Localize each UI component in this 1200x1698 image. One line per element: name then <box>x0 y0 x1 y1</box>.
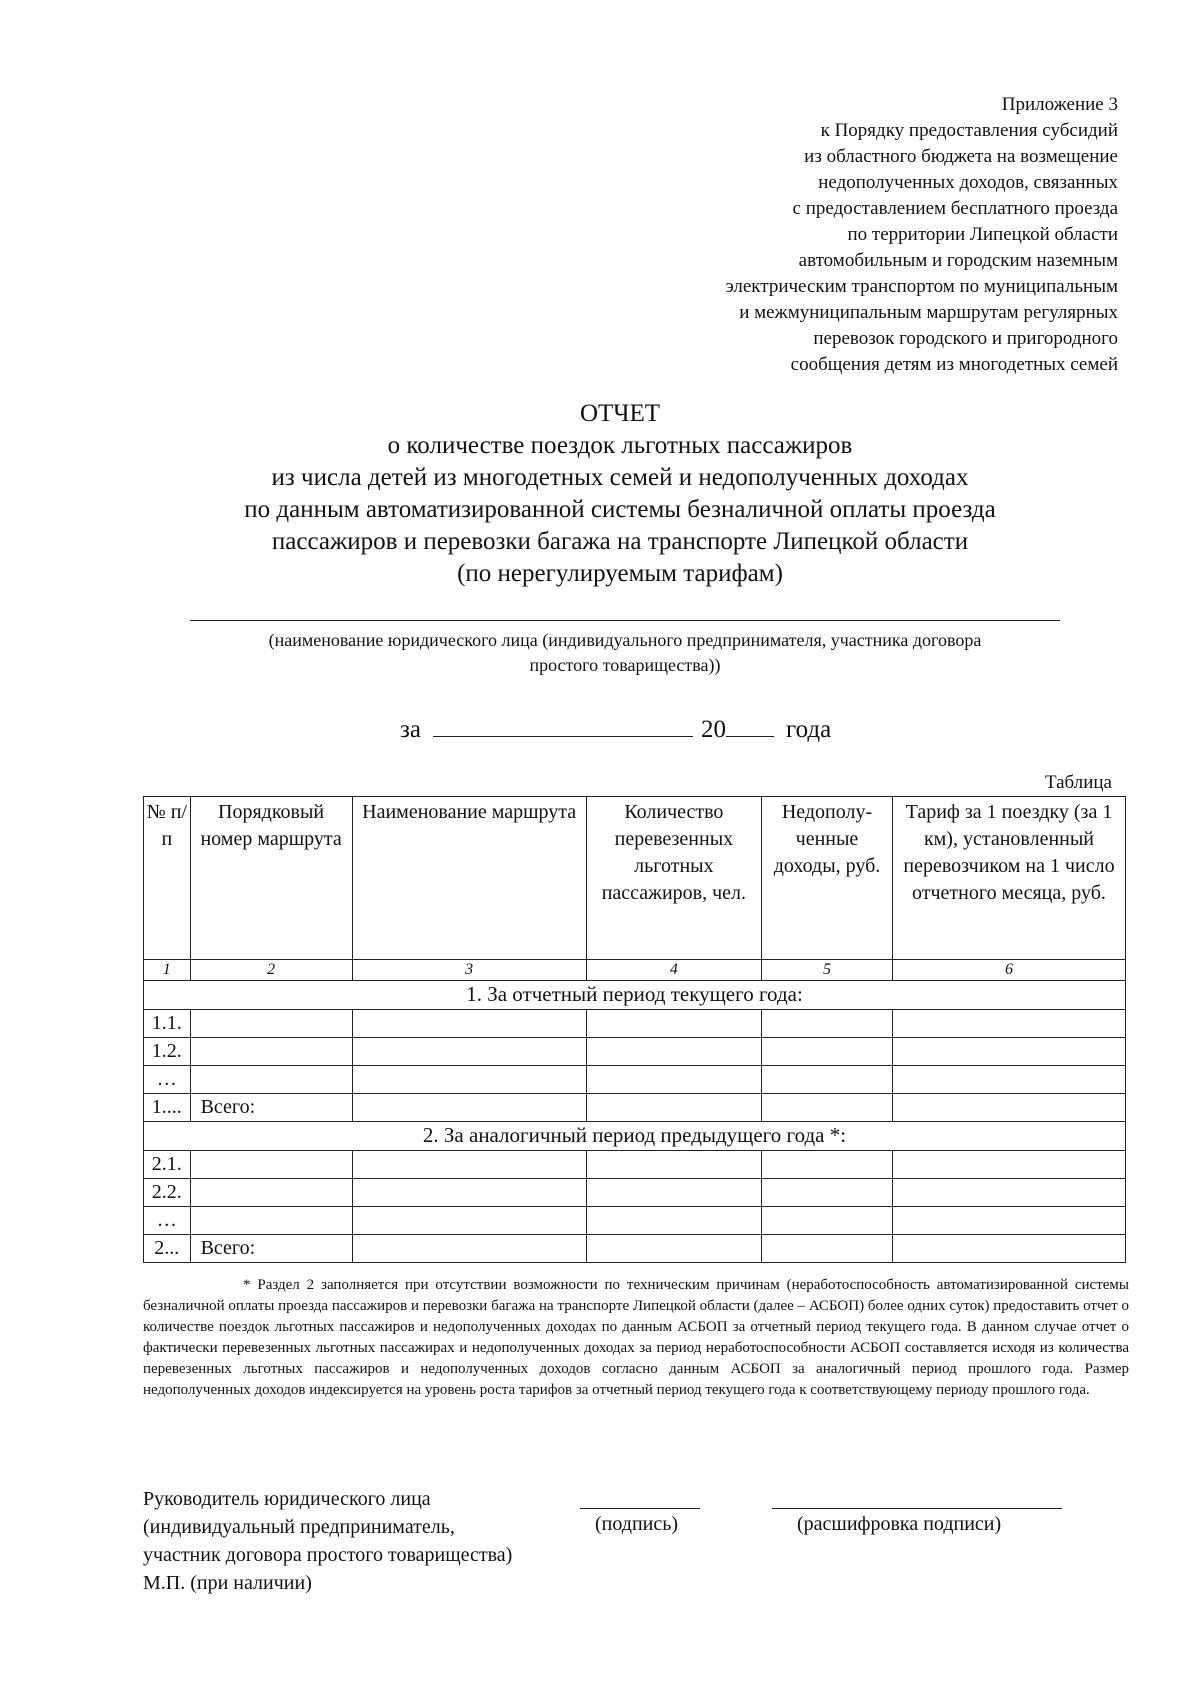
title-line: пассажиров и перевозки багажа на транспорте Липецкой области <box>271 528 969 555</box>
org-name-field[interactable] <box>190 620 1060 621</box>
row-number: 2.2. <box>144 1179 191 1207</box>
table-cell[interactable] <box>190 1179 352 1207</box>
table-row <box>144 1094 1126 1122</box>
table-cell[interactable] <box>762 1094 893 1122</box>
table-cell[interactable] <box>190 1207 352 1235</box>
table-cell[interactable] <box>586 1235 761 1263</box>
table-cell[interactable] <box>892 1235 1125 1263</box>
table-cell[interactable] <box>586 1094 761 1122</box>
row-number: 2... <box>144 1235 191 1263</box>
column-number: 3 <box>352 960 586 981</box>
table-cell[interactable] <box>586 1151 761 1179</box>
table-cell[interactable] <box>352 1207 586 1235</box>
table-cell[interactable] <box>190 1010 352 1038</box>
table-row <box>144 1010 1126 1038</box>
row-number: … <box>144 1066 191 1094</box>
column-number: 5 <box>762 960 893 981</box>
table-cell[interactable] <box>762 1151 893 1179</box>
title-line: о количестве поездок льготных пассажиров <box>387 432 853 459</box>
org-caption-line: (наименование юридического лица (индивидуального предпринимателя, участника договора <box>268 630 982 650</box>
appendix-line: электрическим транспортом по муниципальным <box>725 276 1118 297</box>
signatory-line: участник договора простого товарищества) <box>143 1544 513 1566</box>
section-row <box>144 1122 1126 1151</box>
signature-decode-field[interactable] <box>772 1508 1062 1509</box>
table-cell[interactable] <box>352 1066 586 1094</box>
table-cell[interactable] <box>762 1235 893 1263</box>
table-cell[interactable] <box>352 1151 586 1179</box>
appendix-line: из областного бюджета на возмещение <box>804 146 1118 167</box>
title-line: (по нерегулируемым тарифам) <box>457 560 783 587</box>
period-prefix: за <box>400 716 421 743</box>
table-cell[interactable] <box>352 1094 586 1122</box>
signature-decode-caption: (расшифровка подписи) <box>797 1513 1002 1535</box>
title-line: по данным автоматизированной системы безналичной оплаты проезда <box>244 496 996 523</box>
header-cell: Наименование маршрута <box>352 797 586 960</box>
period-year-field[interactable] <box>726 712 774 737</box>
table-cell[interactable] <box>352 1179 586 1207</box>
table-cell[interactable] <box>762 1179 893 1207</box>
table-cell[interactable] <box>892 1010 1125 1038</box>
table-cell[interactable] <box>586 1207 761 1235</box>
table-cell[interactable] <box>586 1179 761 1207</box>
table-cell[interactable] <box>892 1151 1125 1179</box>
header-cell: Тариф за 1 поездку (за 1 км), установленный перевозчиком на 1 число отчетного месяца, руб. <box>892 797 1125 960</box>
signatory-line: Руководитель юридического лица <box>143 1488 431 1510</box>
table-cell[interactable] <box>892 1207 1125 1235</box>
table-row <box>144 1038 1126 1066</box>
signatory-line: (индивидуальный предприниматель, <box>143 1516 455 1538</box>
column-number-row <box>144 960 1126 981</box>
appendix-line: с предоставлением бесплатного проезда <box>792 198 1118 219</box>
period-suffix: года <box>785 716 832 743</box>
appendix-line: сообщения детям из многодетных семей <box>790 354 1118 375</box>
period-year-prefix: 20 <box>700 716 726 743</box>
report-title <box>130 398 1110 590</box>
table-cell[interactable] <box>892 1179 1125 1207</box>
row-number: 2.1. <box>144 1151 191 1179</box>
table-row <box>144 1179 1126 1207</box>
appendix-line: по территории Липецкой области <box>847 224 1118 245</box>
table-cell[interactable] <box>762 1038 893 1066</box>
table-header-row <box>144 797 1126 960</box>
header-cell: Порядковый номер маршрута <box>190 797 352 960</box>
table-cell[interactable] <box>190 1066 352 1094</box>
table-cell[interactable] <box>892 1066 1125 1094</box>
column-number: 1 <box>144 960 191 981</box>
table-cell[interactable] <box>352 1235 586 1263</box>
table-label: Таблица <box>1044 772 1112 793</box>
table-cell[interactable] <box>352 1010 586 1038</box>
table-cell[interactable] <box>762 1207 893 1235</box>
table-cell[interactable] <box>190 1151 352 1179</box>
report-table <box>143 796 1126 1263</box>
table-cell[interactable] <box>190 1038 352 1066</box>
table-cell[interactable] <box>762 1066 893 1094</box>
appendix-line: недополученных доходов, связанных <box>818 172 1118 193</box>
signature-caption: (подпись) <box>595 1513 679 1535</box>
header-cell: Количество перевезенных льготных пассажиров, чел. <box>586 797 761 960</box>
row-number: 1.2. <box>144 1038 191 1066</box>
appendix-line: автомобильным и городским наземным <box>798 250 1118 271</box>
header-cell: Недополу-ченные доходы, руб. <box>762 797 893 960</box>
header-cell: № п/п <box>144 797 191 960</box>
table-cell[interactable] <box>892 1038 1125 1066</box>
table-cell[interactable] <box>892 1094 1125 1122</box>
appendix-line: и межмуниципальным маршрутам регулярных <box>739 302 1118 323</box>
table-cell[interactable] <box>352 1038 586 1066</box>
appendix-line: перевозок городского и пригородного <box>813 328 1118 349</box>
period-month-field[interactable] <box>433 712 693 737</box>
period-line <box>400 712 900 746</box>
section-title: 1. За отчетный период текущего года: <box>144 981 1126 1010</box>
table-cell[interactable] <box>586 1038 761 1066</box>
total-label: Всего: <box>190 1235 352 1263</box>
table-row <box>144 1207 1126 1235</box>
table-cell[interactable] <box>762 1010 893 1038</box>
signatory-block <box>143 1485 663 1597</box>
column-number: 6 <box>892 960 1125 981</box>
appendix-line: к Порядку предоставления субсидий <box>820 120 1118 141</box>
appendix-line: Приложение 3 <box>1001 94 1118 115</box>
section-title: 2. За аналогичный период предыдущего года *: <box>144 1122 1126 1151</box>
title-heading: ОТЧЕТ <box>579 400 661 427</box>
table-cell[interactable] <box>586 1066 761 1094</box>
appendix-header <box>558 92 1118 378</box>
column-number: 2 <box>190 960 352 981</box>
column-number: 4 <box>586 960 761 981</box>
total-label: Всего: <box>190 1094 352 1122</box>
signature-field[interactable] <box>580 1508 700 1509</box>
table-cell[interactable] <box>586 1010 761 1038</box>
table-row <box>144 1066 1126 1094</box>
section-row <box>144 981 1126 1010</box>
org-caption-line: простого товарищества)) <box>529 655 721 675</box>
row-number: … <box>144 1207 191 1235</box>
row-number: 1.... <box>144 1094 191 1122</box>
row-number: 1.1. <box>144 1010 191 1038</box>
title-line: из числа детей из многодетных семей и недополученных доходах <box>271 464 969 491</box>
table-row <box>144 1151 1126 1179</box>
signatory-line: М.П. (при наличии) <box>143 1572 312 1594</box>
footnote: * Раздел 2 заполняется при отсутствии возможности по техническим причинам (неработоспособность автоматизированной системы безналичной оплаты проезда пассажиров и перевозки багажа на транспорте Липецкой области (далее – АСБОП) более одних суток) предоставить отчет о количестве поездок льготных пассажиров и недополученных доходах по данным АСБОП за отчетный период текущего года. В данном случае отчет о фактически перевезенных льготных пассажирах и недополученных доходах за период неработоспособности АСБОП составляется исходя из количества перевезенных льготных пассажиров и недополученных доходов согласно данным АСБОП за аналогичный период прошлого года. Размер недополученных доходов индексируется на уровень роста тарифов за отчетный период текущего года к соответствующему периоду прошлого года. <box>143 1277 1129 1398</box>
table-row <box>144 1235 1126 1263</box>
org-caption <box>170 628 1080 678</box>
